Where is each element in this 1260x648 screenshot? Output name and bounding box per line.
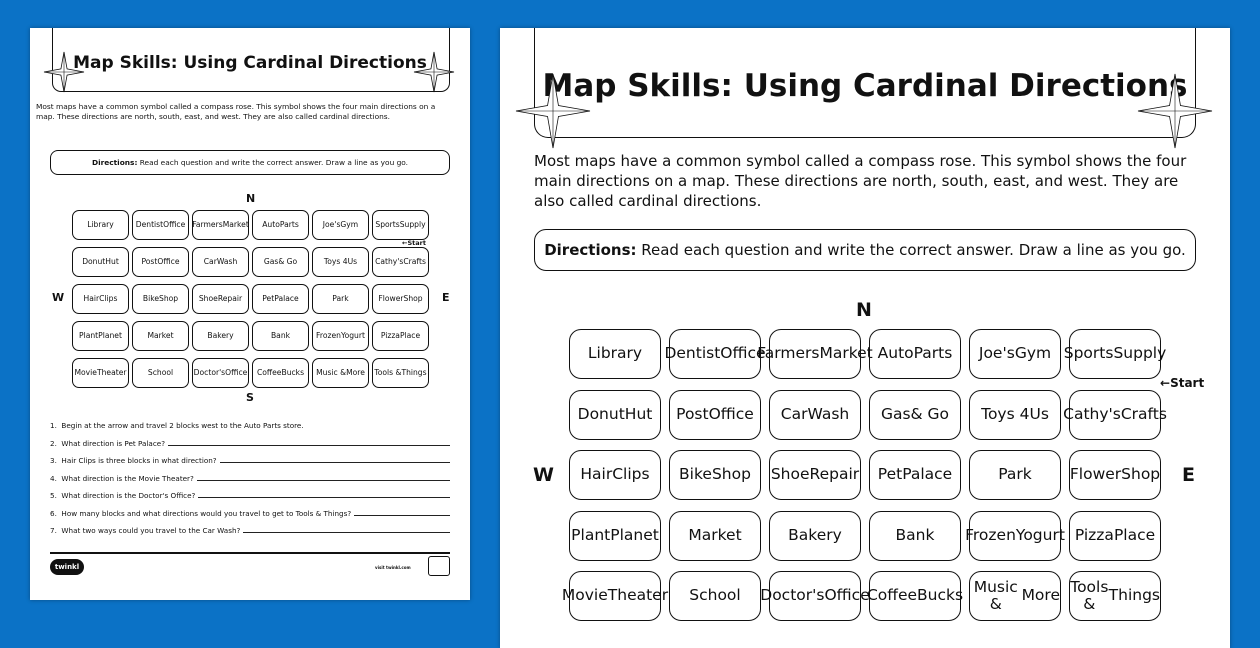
location-label: Toys 4 bbox=[981, 404, 1030, 423]
question-text: 3. Hair Clips is three blocks in what direction? bbox=[50, 456, 217, 465]
location-label: Tools & bbox=[374, 367, 402, 377]
map-location bbox=[969, 571, 1061, 621]
page-title: Map Skills: Using Cardinal Directions bbox=[542, 68, 1188, 104]
map-location bbox=[372, 210, 429, 240]
map-location bbox=[569, 450, 661, 500]
map-location bbox=[132, 321, 189, 351]
location-label: Bank bbox=[895, 525, 935, 544]
question-item bbox=[50, 509, 450, 518]
map-location bbox=[192, 210, 249, 240]
map-location bbox=[372, 284, 429, 314]
directions-text: Read each question and write the correct answer. Draw a line as you go. bbox=[636, 241, 1186, 259]
location-label: Plant bbox=[571, 525, 611, 544]
location-label: Shoe bbox=[770, 465, 810, 484]
location-label: Shop bbox=[159, 293, 179, 303]
location-label: Parts bbox=[913, 344, 953, 363]
map-location bbox=[1063, 390, 1167, 440]
map-location bbox=[252, 321, 309, 351]
worksheet-detail bbox=[500, 28, 1230, 648]
location-label: Hair bbox=[83, 293, 100, 303]
south-label: S bbox=[246, 391, 254, 404]
map-location bbox=[1069, 450, 1161, 500]
location-label: Theater bbox=[607, 586, 669, 605]
location-label: Coffee bbox=[866, 586, 918, 605]
directions-label: Directions: bbox=[544, 241, 637, 259]
map-location bbox=[72, 247, 129, 277]
location-label: Post bbox=[141, 256, 158, 266]
location-label: Market bbox=[222, 219, 249, 229]
location-label: Pizza bbox=[1074, 525, 1114, 544]
map-location bbox=[760, 571, 870, 621]
map-location bbox=[969, 390, 1061, 440]
location-label: Bike bbox=[142, 293, 159, 303]
location-label: Things bbox=[401, 367, 427, 377]
map-location bbox=[869, 450, 961, 500]
compass-rose-icon bbox=[514, 72, 592, 154]
location-label: Music & bbox=[973, 577, 1018, 613]
answer-line[interactable] bbox=[198, 491, 450, 498]
location-label: Auto bbox=[877, 344, 914, 363]
question-text: 5. What direction is the Doctor's Office? bbox=[50, 491, 196, 500]
location-label: Car bbox=[203, 256, 217, 266]
location-label: Bucks bbox=[917, 586, 964, 605]
location-label: Parts bbox=[279, 219, 299, 229]
location-label: Doctor's bbox=[760, 586, 825, 605]
location-label: Coffee bbox=[256, 367, 282, 377]
map-location bbox=[569, 329, 661, 379]
answer-line[interactable] bbox=[354, 509, 450, 516]
location-label: Office bbox=[163, 219, 186, 229]
north-label: N bbox=[856, 299, 872, 321]
page-title: Map Skills: Using Cardinal Directions bbox=[73, 53, 427, 73]
start-marker bbox=[402, 239, 426, 247]
start-label: Start bbox=[407, 239, 426, 247]
question-text: 4. What direction is the Movie Theater? bbox=[50, 473, 194, 483]
location-label: Shop bbox=[1121, 465, 1161, 484]
location-label: Bike bbox=[679, 465, 712, 484]
location-label: Shoe bbox=[198, 293, 218, 303]
footer-url: visit twinkl.com bbox=[375, 565, 411, 570]
map-location bbox=[1063, 329, 1167, 379]
location-label: Flower bbox=[378, 293, 404, 303]
location-label: School bbox=[147, 367, 174, 377]
map-location bbox=[192, 247, 249, 277]
start-label: Start bbox=[1170, 376, 1205, 390]
location-label: Palace bbox=[274, 293, 299, 303]
location-label: Gas bbox=[880, 404, 911, 423]
map-location bbox=[72, 284, 129, 314]
location-label: Us bbox=[1029, 404, 1049, 423]
location-label: Frozen bbox=[316, 330, 341, 340]
directions-box bbox=[534, 229, 1196, 271]
map-location bbox=[866, 571, 964, 621]
compass-rose-icon bbox=[42, 50, 86, 98]
map-location bbox=[132, 247, 189, 277]
map-location bbox=[312, 321, 369, 351]
location-label: Bucks bbox=[281, 367, 305, 377]
map-location bbox=[869, 511, 961, 561]
location-label: Cathy's bbox=[375, 256, 404, 266]
answer-line[interactable] bbox=[197, 474, 450, 481]
location-label: Planet bbox=[98, 330, 122, 340]
answer-line[interactable] bbox=[243, 526, 450, 533]
location-label: Bakery bbox=[788, 525, 842, 544]
question-item bbox=[50, 474, 450, 483]
location-label: Auto bbox=[262, 219, 280, 229]
map-location bbox=[372, 358, 429, 388]
map-location bbox=[372, 247, 429, 277]
location-label: Market bbox=[147, 330, 174, 340]
location-label: Us bbox=[347, 256, 358, 266]
location-label: Park bbox=[998, 465, 1032, 484]
location-label: Palace bbox=[902, 465, 953, 484]
map-location bbox=[561, 571, 669, 621]
map-location bbox=[252, 284, 309, 314]
location-label: Plant bbox=[79, 330, 99, 340]
location-label: Place bbox=[399, 330, 421, 340]
location-label: Bank bbox=[270, 330, 291, 340]
map-location bbox=[569, 390, 661, 440]
map-location bbox=[664, 329, 766, 379]
map-location bbox=[252, 210, 309, 240]
map-location bbox=[769, 390, 861, 440]
location-label: More bbox=[346, 367, 365, 377]
location-label: Shop bbox=[403, 293, 423, 303]
location-label: Post bbox=[676, 404, 709, 423]
footer-divider bbox=[50, 552, 450, 554]
location-label: Toys 4 bbox=[323, 256, 348, 266]
location-label: Office bbox=[708, 404, 754, 423]
question-text: 1. Begin at the arrow and travel 2 blocks west to the Auto Parts store. bbox=[50, 421, 304, 430]
arrow-left-icon: ← bbox=[1160, 376, 1171, 390]
location-label: Gas bbox=[263, 256, 279, 266]
location-label: Movie bbox=[74, 367, 97, 377]
location-label: Cathy's bbox=[1063, 404, 1121, 423]
location-label: Repair bbox=[217, 293, 243, 303]
location-label: Pizza bbox=[380, 330, 400, 340]
location-label: Park bbox=[332, 293, 349, 303]
map-location bbox=[669, 390, 761, 440]
location-label: Farmers bbox=[757, 344, 820, 363]
badge-icon bbox=[428, 556, 450, 576]
directions-text: Read each question and write the correct answer. Draw a line as you go. bbox=[137, 158, 409, 167]
location-label: Office bbox=[720, 344, 766, 363]
location-label: Planet bbox=[610, 525, 659, 544]
map-location bbox=[1069, 571, 1161, 621]
location-label: Frozen bbox=[965, 525, 1016, 544]
location-label: Market bbox=[688, 525, 742, 544]
location-label: Place bbox=[1113, 525, 1156, 544]
location-label: Things bbox=[1108, 586, 1160, 605]
map-location bbox=[312, 247, 369, 277]
location-label: Pet bbox=[877, 465, 903, 484]
arrow-left-icon: ← bbox=[402, 239, 408, 247]
location-label: Supply bbox=[399, 219, 426, 229]
location-label: Repair bbox=[809, 465, 860, 484]
location-label: Gym bbox=[340, 219, 359, 229]
map-location bbox=[72, 321, 129, 351]
location-label: Theater bbox=[96, 367, 127, 377]
location-label: Pet bbox=[262, 293, 275, 303]
map-location bbox=[669, 571, 761, 621]
west-label: W bbox=[533, 464, 554, 486]
north-label: N bbox=[246, 192, 256, 205]
location-label: Donut bbox=[577, 404, 625, 423]
location-label: Yogurt bbox=[1015, 525, 1065, 544]
question-text: 7. What two ways could you travel to the Car Wash? bbox=[50, 526, 241, 535]
location-label: Dentist bbox=[664, 344, 721, 363]
map-location bbox=[372, 321, 429, 351]
logo-text: twinkl bbox=[54, 563, 80, 571]
location-label: Donut bbox=[82, 256, 106, 266]
location-label: Office bbox=[157, 256, 180, 266]
location-label: Yogurt bbox=[340, 330, 365, 340]
location-label: Office bbox=[225, 367, 248, 377]
intro-text: Most maps have a common symbol called a compass rose. This symbol shows the four main directions on a map. These directions are north, south, east, and west. They are also called cardinal directions. bbox=[36, 102, 436, 121]
location-label: Dentist bbox=[135, 219, 164, 229]
map-location bbox=[969, 450, 1061, 500]
directions-box bbox=[50, 150, 450, 175]
location-label: Gym bbox=[1014, 344, 1052, 363]
location-label: More bbox=[1021, 586, 1060, 605]
question-item bbox=[50, 526, 450, 535]
map-location bbox=[869, 390, 961, 440]
map-location bbox=[192, 284, 249, 314]
map-location bbox=[869, 329, 961, 379]
map-location bbox=[312, 284, 369, 314]
west-label: W bbox=[52, 291, 65, 304]
map-location bbox=[769, 511, 861, 561]
map-location bbox=[252, 358, 309, 388]
twinkl-logo bbox=[50, 559, 84, 575]
map-location bbox=[669, 511, 761, 561]
answer-line[interactable] bbox=[168, 439, 450, 446]
location-label: & Go bbox=[278, 256, 298, 266]
location-label: Clips bbox=[612, 465, 650, 484]
location-label: Movie bbox=[561, 586, 608, 605]
question-text: 6. How many blocks and what directions would you travel to get to Tools & Things? bbox=[50, 508, 352, 518]
location-label: Hut bbox=[624, 404, 653, 423]
location-label: Crafts bbox=[403, 256, 426, 266]
location-label: Bakery bbox=[207, 330, 234, 340]
map-location bbox=[192, 321, 249, 351]
location-label: Sports bbox=[1063, 344, 1114, 363]
location-label: Doctor's bbox=[193, 367, 226, 377]
east-label: E bbox=[442, 291, 450, 304]
map-location bbox=[312, 210, 369, 240]
map-location bbox=[72, 358, 129, 388]
location-label: Market bbox=[819, 344, 873, 363]
map-location bbox=[1069, 511, 1161, 561]
location-label: Office bbox=[824, 586, 870, 605]
directions-label: Directions: bbox=[91, 158, 138, 167]
map-location bbox=[132, 284, 189, 314]
compass-rose-icon bbox=[412, 50, 456, 98]
map-location bbox=[192, 358, 249, 388]
location-label: Crafts bbox=[1120, 404, 1167, 423]
map-location bbox=[757, 329, 873, 379]
map-location bbox=[132, 358, 189, 388]
location-label: Shop bbox=[711, 465, 751, 484]
location-label: & Go bbox=[910, 404, 950, 423]
location-label: Library bbox=[87, 219, 114, 229]
question-item bbox=[50, 421, 450, 430]
location-label: Library bbox=[587, 344, 643, 363]
map-location bbox=[72, 210, 129, 240]
location-label: Sports bbox=[375, 219, 400, 229]
map-location bbox=[769, 450, 861, 500]
east-label: E bbox=[1182, 464, 1195, 486]
question-item bbox=[50, 439, 450, 448]
location-label: Car bbox=[780, 404, 808, 423]
location-label: Supply bbox=[1113, 344, 1167, 363]
location-label: Music & bbox=[316, 367, 347, 377]
map-location bbox=[969, 329, 1061, 379]
map-location bbox=[569, 511, 661, 561]
location-label: Hut bbox=[105, 256, 119, 266]
location-label: Hair bbox=[580, 465, 613, 484]
question-item bbox=[50, 456, 450, 465]
location-label: Joe's bbox=[322, 219, 341, 229]
answer-line[interactable] bbox=[220, 456, 450, 463]
location-label: Wash bbox=[216, 256, 238, 266]
compass-rose-icon bbox=[1136, 72, 1214, 154]
map-location bbox=[965, 511, 1065, 561]
location-label: Clips bbox=[99, 293, 118, 303]
location-label: Joe's bbox=[978, 344, 1015, 363]
worksheet-thumbnail[interactable] bbox=[30, 28, 470, 600]
map-location bbox=[252, 247, 309, 277]
location-label: Tools & bbox=[1070, 577, 1109, 613]
location-label: Flower bbox=[1069, 465, 1122, 484]
location-label: Wash bbox=[807, 404, 850, 423]
map-location bbox=[132, 210, 189, 240]
intro-text: Most maps have a common symbol called a compass rose. This symbol shows the four main directions on a map. These directions are north, south, east, and west. They are also called cardinal directions. bbox=[534, 152, 1187, 210]
question-item bbox=[50, 491, 450, 500]
map-location bbox=[312, 358, 369, 388]
location-label: Farmers bbox=[192, 219, 223, 229]
start-marker bbox=[1160, 376, 1204, 390]
map-location bbox=[669, 450, 761, 500]
question-text: 2. What direction is Pet Palace? bbox=[50, 438, 166, 448]
location-label: School bbox=[689, 586, 741, 605]
